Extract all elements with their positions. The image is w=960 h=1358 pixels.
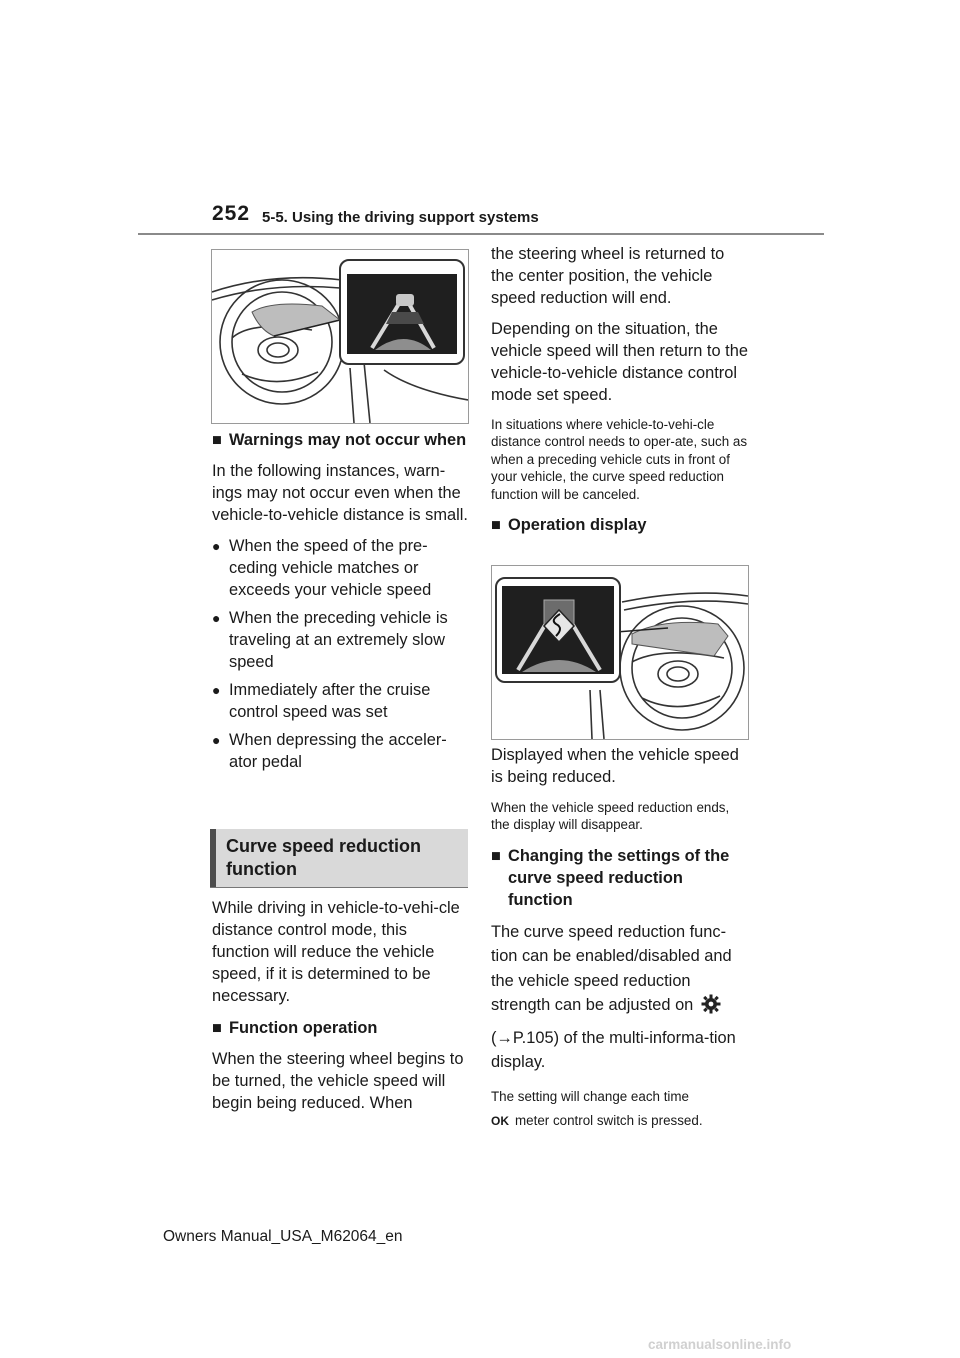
- settings-note: The setting will change each time OK meter control switch is pressed.: [491, 1088, 703, 1128]
- ok-switch-icon: OK: [491, 1113, 509, 1128]
- dot-bullet-icon: ●: [212, 682, 221, 698]
- dot-bullet-icon: ●: [212, 610, 221, 626]
- warnings-intro: In the following instances, warn-ings may not occur even when the vehicle-to-vehicle distance is small.: [212, 462, 468, 524]
- display-description: Displayed when the vehicle speed is being reduced.: [491, 746, 739, 786]
- square-bullet-icon: ■: [212, 431, 222, 449]
- figure-operation-display: [491, 565, 749, 740]
- page-header: [0, 0, 960, 240]
- curve-speed-intro: While driving in vehicle-to-vehi-cle distance control mode, this function will reduce the vehicle speed, if it is determined to be necessary.: [212, 899, 460, 1005]
- right-column-bottom: [491, 744, 749, 1133]
- page-number: 252: [212, 202, 251, 225]
- settings-heading: ■ Changing the settings of the curve speed reduction function: [491, 846, 730, 909]
- warnings-heading: ■ Warnings may not occur when: [212, 431, 467, 449]
- section-title: 5-5. Using the driving support systems: [262, 209, 539, 226]
- display-note: When the vehicle speed reduction ends, the display will disappear.: [491, 800, 730, 833]
- function-operation-text: When the steering wheel begins to be turned, the vehicle speed will begin being reduced. When: [212, 1050, 464, 1112]
- square-bullet-icon: ■: [212, 1019, 222, 1037]
- list-item: ● When depressing the acceler-ator pedal: [212, 731, 447, 771]
- header-rule: [138, 233, 824, 235]
- curve-speed-section-heading: Curve speed reduction function: [210, 829, 468, 887]
- watermark: carmanualsonline.info: [648, 1337, 792, 1352]
- operation-display-heading: ■ Operation display: [491, 516, 647, 535]
- list-item: ● Immediately after the cruise control speed was set: [212, 681, 431, 721]
- list-item: ● When the speed of the pre-ceding vehicle matches or exceeds your vehicle speed: [212, 537, 432, 599]
- square-bullet-icon: ■: [491, 516, 501, 535]
- figure-2-illustration: [492, 566, 748, 739]
- footer-manual-id: Owners Manual_USA_M62064_en: [163, 1228, 403, 1245]
- figure-dashboard-display-1: [211, 249, 469, 424]
- left-column-top: [212, 429, 468, 773]
- settings-text: The curve speed reduction func-tion can be enabled/disabled and the vehicle speed reduction strength can be adjusted on: [491, 922, 732, 1015]
- settings-text-continued: (→P.105) of the multi-informa-tion display.: [491, 1028, 736, 1072]
- cancel-note: In situations where vehicle-to-vehi-cle distance control needs to oper-ate, such as when a preceding vehicle cuts in front of your vehicle, the curve speed reduction function will be canceled.: [491, 417, 748, 502]
- list-item: ● When the preceding vehicle is traveling at an extremely slow speed: [212, 609, 448, 671]
- dot-bullet-icon: ●: [212, 732, 221, 748]
- gear-icon: [701, 994, 721, 1014]
- figure-1-illustration: [212, 250, 468, 423]
- function-operation-heading: ■ Function operation: [212, 1019, 378, 1037]
- dot-bullet-icon: ●: [212, 538, 221, 554]
- return-speed-text: Depending on the situation, the vehicle speed will then return to the vehicle-to-vehicle distance control mode set speed.: [491, 320, 748, 404]
- warnings-list: [212, 535, 468, 773]
- section-heading-rule: [210, 887, 468, 888]
- operation-continued-text: the steering wheel is returned to the center position, the vehicle speed reduction will end.: [491, 245, 725, 307]
- right-column-top: [491, 243, 749, 536]
- square-bullet-icon: ■: [491, 846, 501, 865]
- left-column-bottom: [212, 897, 468, 1114]
